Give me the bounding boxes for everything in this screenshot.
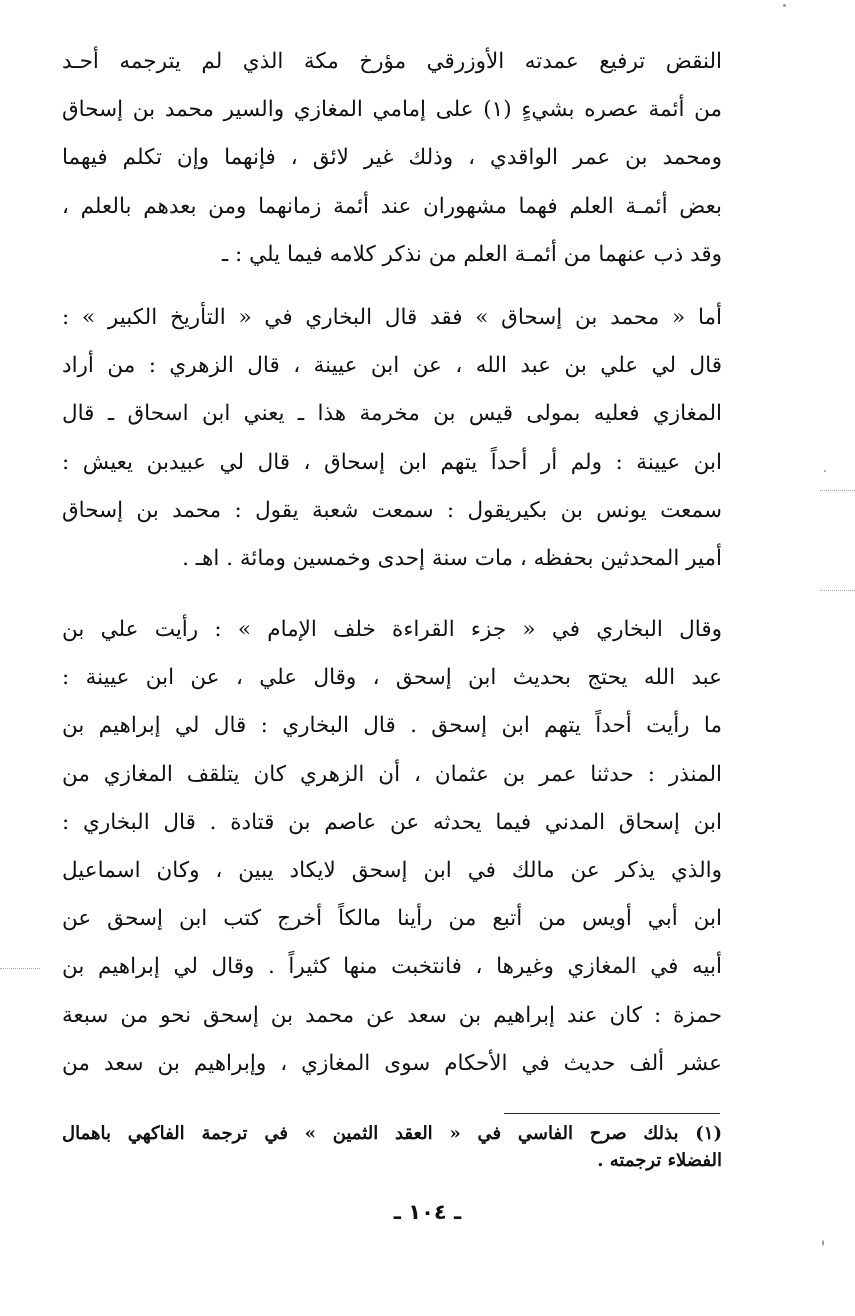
text-line: عبد الله يحتج بحديث ابن إسحق ، وقال علي ، عن ابن عيينة : xyxy=(62,665,722,691)
paragraph-3 xyxy=(62,606,722,1088)
text-line: ما رأيت أحداً يتهم ابن إسحق . قال البخاري : قال لي إبراهيم بن xyxy=(62,713,722,739)
paragraph-2 xyxy=(62,294,722,583)
text-line: من أئمة عصره بشيءٍ (١) على إمامي المغازي والسير محمد بن إسحاق xyxy=(62,97,722,123)
text-line: ابن أبي أويس من أتبع من رأينا مالكاً أخرج كتب ابن إسحق عن xyxy=(62,906,722,932)
footnote-line: (١) بذلك صرح الفاسي في « العقد الثمين » في ترجمة الفاكهي باهمال xyxy=(62,1123,722,1144)
scan-dotted-line xyxy=(820,590,855,591)
text-line: المغازي فعليه بمولى قيس بن مخرمة هذا ـ يعني ابن اسحاق ـ قال xyxy=(62,401,722,427)
text-line: سمعت يونس بن بكيريقول : سمعت شعبة يقول : محمد بن إسحاق xyxy=(62,497,722,523)
text-line: المنذر : حدثنا عمر بن عثمان ، أن الزهري كان يتلقف المغازي من xyxy=(62,761,722,787)
scan-speck xyxy=(822,1240,824,1246)
scan-dotted-line xyxy=(820,490,855,491)
footnote xyxy=(62,1120,722,1174)
text-line: بعض أئمـة العلم فهما مشهوران عند أئمة زمانهما ومن بعدهم بالعلم ، xyxy=(62,193,722,219)
text-line: أما « محمد بن إسحاق » فقد قال البخاري في « التأريخ الكبير » : xyxy=(62,305,722,330)
text-line: وقد ذب عنهما من أئمـة العلم من نذكر كلامه فيما يلي : ـ xyxy=(221,241,722,267)
footnote-line: الفضلاء ترجمته . xyxy=(597,1150,722,1171)
scan-speck xyxy=(783,4,786,7)
scan-speck xyxy=(824,470,826,472)
footnote-separator xyxy=(504,1113,720,1114)
page-number: ـ ١٠٤ ـ xyxy=(393,1200,462,1224)
scan-dotted-line xyxy=(0,968,40,969)
text-line: أمير المحدثين بحفظه ، مات سنة إحدى وخمسين ومائة . اهـ . xyxy=(182,546,722,572)
text-line: والذي يذكر عن مالك في ابن إسحق لايكاد يبين ، وكان اسماعيل xyxy=(62,858,722,884)
text-line: النقض ترفيع عمدته الأوزرقي مؤرخ مكة الذي لم يترجمه أحـد xyxy=(62,49,722,74)
text-line: ومحمد بن عمر الواقدي ، وذلك غير لائق ، فإنهما وإن تكلم فيهما xyxy=(62,145,722,171)
text-line: عشر ألف حديث في الأحكام سوى المغازي ، وإبراهيم بن سعد من xyxy=(62,1050,722,1076)
text-line: قال لي علي بن عبد الله ، عن ابن عيينة ، قال الزهري : من أراد xyxy=(62,353,722,379)
text-line: حمزة : كان عند إبراهيم بن سعد عن محمد بن إسحق نحو من سبعة xyxy=(62,1002,722,1028)
paragraph-1 xyxy=(62,38,722,279)
text-line: أبيه في المغازي وغيرها ، فانتخبت منها كثيراً . وقال لي إبراهيم بن xyxy=(62,954,722,980)
text-line: وقال البخاري في « جزء القراءة خلف الإمام » : رأيت علي بن xyxy=(62,617,722,642)
text-line: ابن إسحاق المدني فيما يحدثه عن عاصم بن قتادة . قال البخاري : xyxy=(62,809,722,835)
text-line: ابن عيينة : ولم أر أحداً يتهم ابن إسحاق ، قال لي عبيدبن يعيش : xyxy=(62,449,722,475)
